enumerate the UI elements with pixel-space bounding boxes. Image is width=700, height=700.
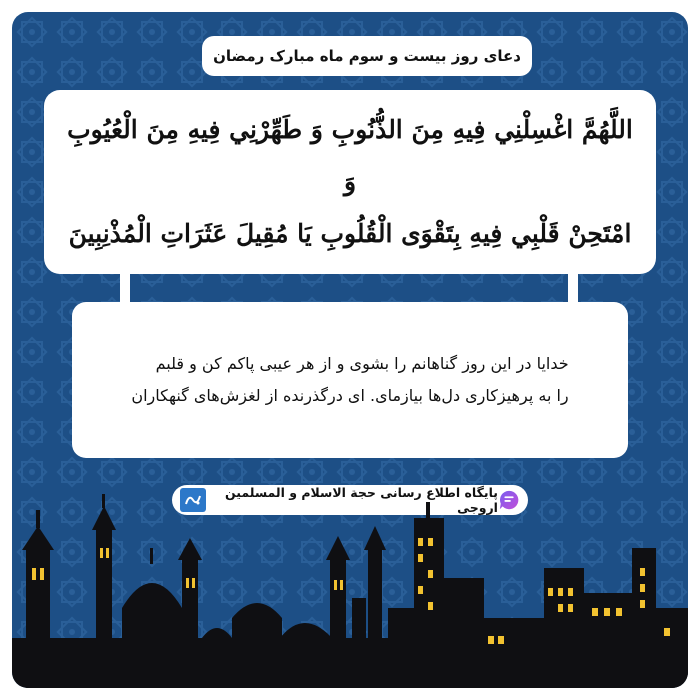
connector-right (568, 270, 578, 306)
city-skyline (12, 488, 688, 688)
connector-left (120, 270, 130, 306)
arabic-prayer-text (44, 104, 656, 260)
translation-text (105, 348, 594, 412)
page-title (202, 36, 532, 76)
arabic-line: امْتَحِنْ قَلْبِي فِيهِ بِتَقْوَى الْقُلُوبِ يَا مُقِيلَ عَثَرَاتِ الْمُذْنِبِينَ (68, 219, 632, 248)
translation-line: را به پرهیزکاری دل‌ها بیازمای. ای درگذرنده از لغزش‌های گنهکاران (131, 386, 569, 405)
footer-label: پایگاه اطلاع رسانی حجة الاسلام و المسلمین اروجی (225, 485, 498, 515)
translation-line: خدایا در این روز گناهانم را بشوی و از هر عیبی پاکم کن و قلبم (155, 354, 569, 373)
title-text: دعای روز بیست و سوم ماه مبارک رمضان (213, 47, 521, 65)
arabic-line: اللَّهُمَّ اغْسِلْنِي فِيهِ مِنَ الذُّنُوبِ وَ طَهِّرْنِي فِيهِ مِنَ الْعُيُوبِ وَ (67, 115, 633, 196)
translation-box (72, 302, 628, 458)
arabic-prayer-box (44, 90, 656, 274)
poster-frame (12, 12, 688, 688)
